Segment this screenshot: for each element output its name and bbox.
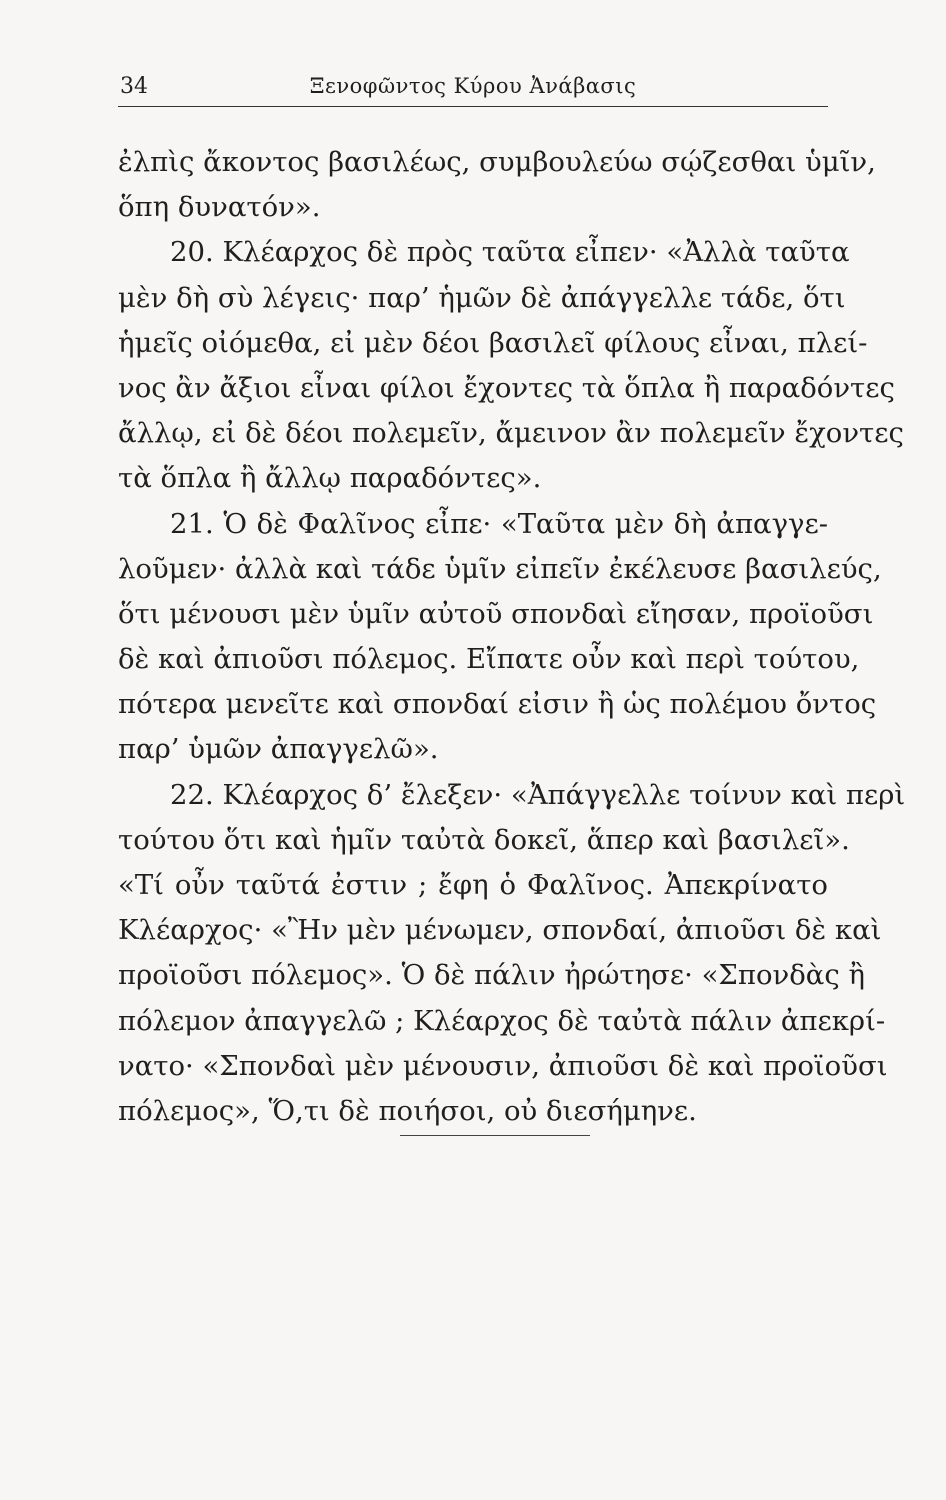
text-line: τούτου ὅτι καὶ ἡμῖν ταὐτὰ δοκεῖ, ἅπερ καὶ βασιλεῖ». [118,823,850,856]
text-line: παρ’ ὑμῶν ἀπαγγελῶ». [118,733,439,766]
text-line: ὅπη δυνατόν». [118,191,321,224]
text-line: δὲ καὶ ἀπιοῦσι πόλεμος. Εἴπατε οὖν καὶ περὶ τούτου, [118,643,860,676]
text-line: προϊοῦσι πόλεμος». Ὁ δὲ πάλιν ἠρώτησε· «Σπονδὰς ἢ [118,959,865,992]
text-line: νος ἂν ἄξιοι εἶναι φίλοι ἔχοντες τὰ ὅπλα ἢ παραδόντες [118,371,895,404]
text-line: «Τί οὖν ταῦτά ἐστιν ; ἔφη ὁ Φαλῖνος. Ἀπεκρίνατο [118,869,828,901]
text-line: πότερα μενεῖτε καὶ σπονδαί εἰσιν ἢ ὡς πολέμου ὄντος [118,688,877,721]
text-line: Κλέαρχος· «Ἢν μὲν μένωμεν, σπονδαί, ἀπιοῦσι δὲ καὶ [118,914,882,947]
text-line: λοῦμεν· ἀλλὰ καὶ τάδε ὑμῖν εἰπεῖν ἐκέλευσε βασιλεύς, [118,552,882,585]
text-line: πόλεμον ἀπαγγελῶ ; Κλέαρχος δὲ ταὐτὰ πάλιν ἀπεκρί- [118,1004,886,1037]
text-line: μὲν δὴ σὺ λέγεις· παρ’ ἡμῶν δὲ ἀπάγγελλε τάδε, ὅτι [118,281,846,314]
section-end-rule [400,1135,590,1136]
running-title: Ξενοφῶντος Κύρου Ἀνάβασις [309,74,637,98]
page-header [118,66,828,107]
paragraph-20-start: 20. Κλέαρχος δὲ πρὸς ταῦτα εἶπεν· «Ἀλλὰ ταῦτα [170,236,850,269]
paragraph-22-start: 22. Κλέαρχος δ’ ἔλεξεν· «Ἀπάγγελλε τοίνυν καὶ περὶ [170,778,906,811]
text-line: ἐλπὶς ἄκοντος βασιλέως, συμβουλεύω σῴζεσθαι ὑμῖν, [118,146,876,178]
page-number: 34 [120,74,148,99]
text-line: ἄλλῳ, εἰ δὲ δέοι πολεμεῖν, ἄμεινον ἂν πολεμεῖν ἔχοντες [118,417,904,450]
text-line: νατο· «Σπονδαὶ μὲν μένουσιν, ἀπιοῦσι δὲ καὶ προϊοῦσι [118,1049,888,1082]
text-line: τὰ ὅπλα ἢ ἄλλῳ παραδόντες». [118,462,542,495]
text-line: ὅτι μένουσι μὲν ὑμῖν αὐτοῦ σπονδαὶ εἴησαν, προϊοῦσι [118,597,874,630]
body-text [118,140,906,1134]
text-line: πόλεμος», Ὅ,τι δὲ ποιήσοι, οὐ διεσήμηνε. [118,1094,697,1127]
paragraph-21-start: 21. Ὁ δὲ Φαλῖνος εἶπε· «Ταῦτα μὲν δὴ ἀπαγγε- [170,507,828,540]
text-line: ἡμεῖς οἰόμεθα, εἰ μὲν δέοι βασιλεῖ φίλους εἶναι, πλεί- [118,326,868,359]
